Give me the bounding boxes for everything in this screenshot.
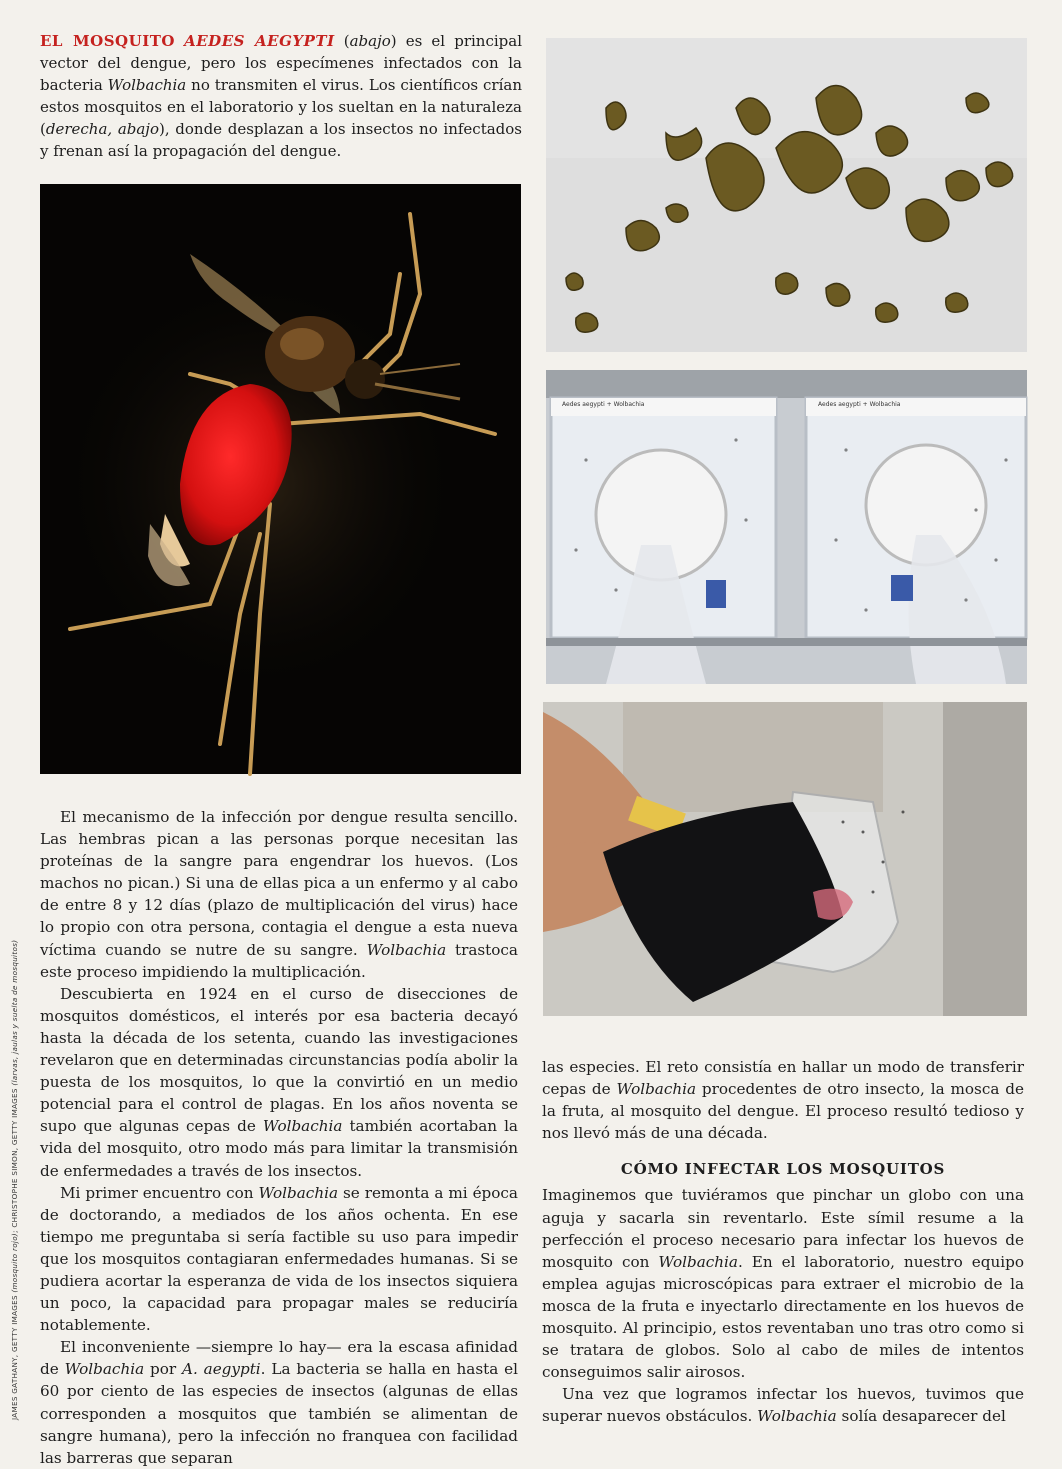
italic-run: Wolbachia	[64, 1360, 145, 1379]
release-photo	[543, 702, 1027, 1016]
section-subheading: CÓMO INFECTAR LOS MOSQUITOS	[620, 1160, 946, 1179]
italic-run: Wolbachia	[258, 1183, 339, 1202]
paragraph	[40, 1182, 518, 1337]
text-run: por	[144, 1360, 182, 1379]
caption-text: no transmiten el virus. Los científicos crían estos mosquitos en el laboratorio y los sueltan en la naturaleza (	[40, 76, 522, 138]
text-run: se remonta a mi época de doctorando, a mediados de los años ochenta. En ese tiempo me preguntaba si sería factible su uso para impedir que los mosquitos contagiaran enfermedades humanas. Si se pudiera acortar la esperanza de vida de los insectos siquiera un poco, la capacidad para propagar males se reduciría notablemente.	[40, 1183, 518, 1335]
photo-credits	[10, 820, 19, 1420]
caption-text: (	[334, 32, 350, 50]
caption-lead: EL MOSQUITO	[40, 32, 175, 50]
cage-label-left: Aedes aegypti + Wolbachia	[562, 401, 645, 408]
cages-illustration	[546, 370, 1027, 684]
paragraph	[542, 1184, 1024, 1383]
italic-run: A. aegypti	[181, 1360, 261, 1379]
article-column-left	[40, 806, 518, 1469]
credit-text: JAMES GATHANY, GETTY IMAGES	[10, 1292, 19, 1420]
credit-text: ; CHRISTOPHE SIMON, GETTY IMAGES	[10, 1085, 19, 1233]
text-run: Descubierta en 1924 en el curso de disecciones de mosquitos domésticos, el interés por esa bacteria decayó hasta la década de los setenta, cuando las investigaciones revelaron que en determinadas circunstancias podía abolir la puesta de los mosquitos, lo que la convirtió en un medio potencial para el control de plagas. En los años noventa se supo que algunas cepas de	[40, 984, 518, 1136]
text-run: Una vez que logramos infectar los huevos, tuvimos que superar nuevos obstáculos.	[542, 1385, 1024, 1426]
italic-run: Wolbachia	[366, 940, 447, 959]
text-run: solía desaparecer del	[836, 1407, 1006, 1426]
cage-label-right: Aedes aegypti + Wolbachia	[818, 401, 901, 408]
mosquito-photo	[40, 184, 521, 774]
text-run: El mecanismo de la infección por dengue resulta sencillo. Las hembras pican a las personas porque necesitan las proteínas de la sangre para engendrar los huevos. (Los machos no pican.) Si una de ellas pica a un enfermo y al cabo de entre 8 y 12 días (plazo de multiplicación del virus) hace lo propio con otra persona, contagia el dengue a esta nueva víctima cuando se nutre de su sangre.	[40, 808, 518, 959]
mosquito-illustration	[40, 184, 521, 774]
photo-caption	[40, 30, 522, 162]
larvae-illustration	[546, 38, 1027, 352]
credit-italic: (mosquito rojo)	[10, 1232, 19, 1293]
larvae-photo	[546, 38, 1027, 352]
text-run: . La bacteria se halla en hasta el 60 por ciento de las especies de insectos (algunas de ellas corresponden a mosquitos que también se alimentan de sangre humana), pero la infección no franquea con facilidad las barreras que separan	[40, 1360, 518, 1467]
text-run: las especies. El reto consistía en hallar un modo de transferir cepas de	[542, 1058, 1024, 1099]
paragraph	[542, 1056, 1024, 1144]
text-run: . En el laboratorio, nuestro equipo emplea agujas microscópicas para extraer el microbio de la mosca de la fruta e inyectarlo directamente en los huevos de mosquito. Al principio, estos reventaban uno tras otro como si se tratara de globos. Solo al cabo de miles de intentos conseguimos salir airosos.	[542, 1252, 1024, 1382]
article-column-right	[542, 1056, 1024, 1428]
caption-italic: Wolbachia	[107, 76, 187, 94]
paragraph	[40, 806, 518, 983]
text-run: Imaginemos que tuviéramos que pinchar un globo con una aguja y sacarla sin reventarlo. Este símil resume a la perfección el proceso necesario para infectar los huevos de mosquito con	[542, 1186, 1024, 1271]
paragraph	[40, 983, 518, 1182]
caption-species: AEDES AEGYPTI	[184, 32, 335, 50]
caption-italic: derecha, abajo	[45, 120, 159, 138]
text-run: también acortaban la vida del mosquito, otro modo más para limitar la transmisión de enfermedades a través de los insectos.	[40, 1117, 518, 1180]
italic-run: Wolbachia	[616, 1080, 697, 1099]
text-run: El inconveniente —siempre lo hay— era la escasa afinidad de	[40, 1338, 518, 1379]
text-run: procedentes de otro insecto, la mosca de la fruta, al mosquito del dengue. El proceso resultó tedioso y nos llevó más de una década.	[542, 1080, 1024, 1143]
caption-text: ), donde desplazan a los insectos no infectados y frenan así la propagación del dengue.	[40, 120, 522, 160]
italic-run: Wolbachia	[658, 1252, 738, 1271]
credit-italic: (larvas, jaulas y suelta de mosquitos)	[10, 939, 19, 1086]
caption-italic: abajo	[349, 32, 391, 50]
italic-run: Wolbachia	[757, 1407, 837, 1426]
caption-text: ) es el principal vector del dengue, pero los especímenes infectados con la bacteria	[40, 32, 522, 94]
text-run: trastoca este proceso impidiendo la multiplicación.	[40, 940, 518, 981]
paragraph	[40, 1336, 518, 1469]
cages-photo	[546, 370, 1027, 684]
release-illustration	[543, 702, 1027, 1016]
text-run: Mi primer encuentro con	[60, 1183, 259, 1202]
paragraph	[542, 1383, 1024, 1427]
italic-run: Wolbachia	[262, 1117, 343, 1136]
